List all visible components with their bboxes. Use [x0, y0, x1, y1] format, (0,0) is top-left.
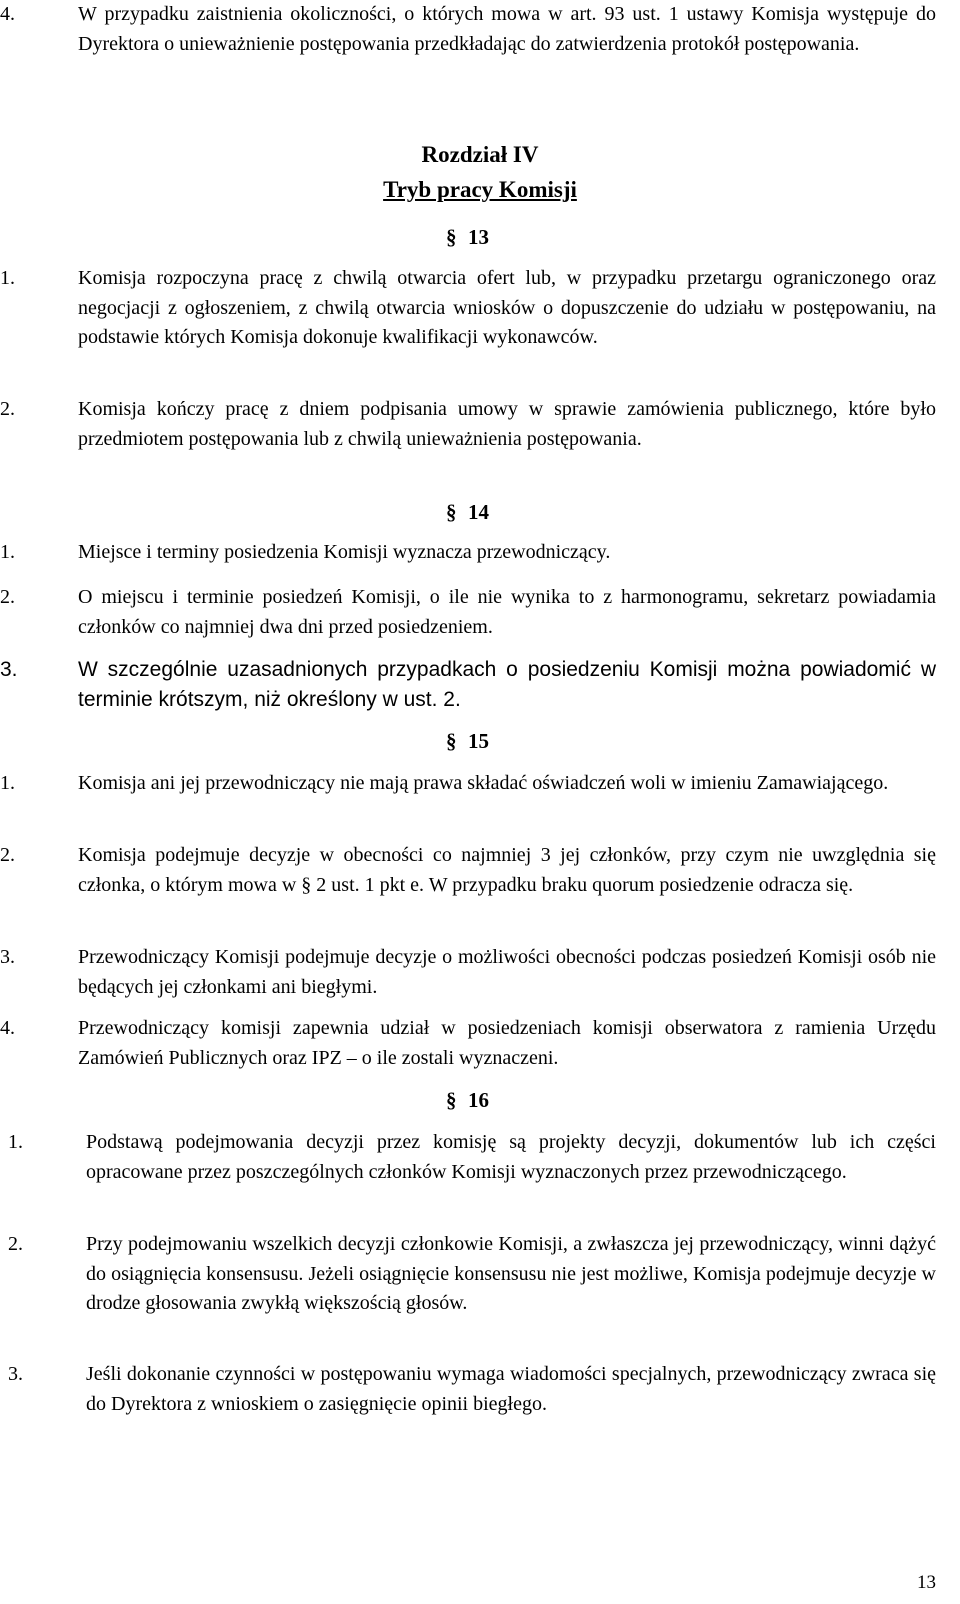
item-text: Przewodniczący Komisji podejmuje decyzje o możliwości obecności podczas posiedzeń Komisji osób nie będących jej członkami ani biegłymi. — [78, 946, 936, 998]
list-item — [0, 583, 936, 642]
list-item — [0, 841, 936, 900]
list-item — [0, 655, 936, 714]
list-item — [0, 538, 936, 568]
item-number: 1. — [8, 1131, 23, 1153]
section-sign: § — [446, 1088, 457, 1112]
item-text: Przy podejmowaniu wszelkich decyzji członkowie Komisji, a zwłaszcza jej przewodniczący, winni dążyć do osiągnięcia konsensusu. Jeżeli osiągnięcie konsensusu nie jest możliwe, Komisja podejmuje decyzje w drodze głosowania zwykłą większością głosów. — [86, 1233, 936, 1314]
item-number: 1. — [0, 267, 15, 289]
item-number: 1. — [0, 772, 15, 794]
item-number: 3. — [8, 1363, 23, 1385]
item-text: Komisja rozpoczyna pracę z chwilą otwarcia ofert lub, w przypadku przetargu ograniczonego oraz negocjacji z ogłoszeniem, z chwilą otwarcia wniosków o dopuszczenie do udziału w postępowaniu, na podstawie których Komisja dokonuje kwalifikacji wykonawców. — [78, 267, 936, 348]
list-item — [0, 1360, 936, 1419]
section-sign: § — [446, 500, 457, 524]
item-text: Miejsce i terminy posiedzenia Komisji wyznacza przewodniczący. — [78, 541, 611, 563]
item-number: 2. — [0, 398, 15, 420]
item-number: 4. — [0, 3, 15, 25]
item-text: Podstawą podejmowania decyzji przez komisję są projekty decyzji, dokumentów lub ich części opracowane przez poszczególnych członków Komisji wyznaczonych przez przewodniczącego. — [86, 1131, 936, 1183]
list-item — [0, 395, 936, 454]
item-text: Komisja kończy pracę z dniem podpisania umowy w sprawie zamówienia publicznego, które było przedmiotem postępowania lub z chwilą unieważnienia postępowania. — [78, 398, 936, 450]
section-number: 16 — [468, 1088, 489, 1112]
item-text: W szczególnie uzasadnionych przypadkach o posiedzeniu Komisji można powiadomić w terminie krótszym, niż określony w ust. 2. — [78, 658, 936, 711]
item-text: Przewodniczący komisji zapewnia udział w posiedzeniach komisji obserwatora z ramienia Urzędu Zamówień Publicznych oraz IPZ – o ile zostali wyznaczeni. — [78, 1017, 936, 1069]
list-item — [0, 769, 936, 799]
item-text: W przypadku zaistnienia okoliczności, o których mowa w art. 93 ust. 1 ustawy Komisja występuje do Dyrektora o unieważnienie postępowania przedkładając do zatwierdzenia protokół postępowania. — [78, 3, 936, 55]
item-number: 3. — [0, 658, 18, 681]
list-item — [0, 1128, 936, 1187]
item-number: 2. — [8, 1233, 23, 1255]
list-item — [0, 264, 936, 353]
section-number: 13 — [468, 225, 489, 249]
item-text: O miejscu i terminie posiedzeń Komisji, o ile nie wynika to z harmonogramu, sekretarz powiadamia członków co najmniej dwa dni przed posiedzeniem. — [78, 586, 936, 638]
item-text: Komisja podejmuje decyzje w obecności co najmniej 3 jej członków, przy czym nie uwzględnia się członka, o którym mowa w § 2 ust. 1 pkt e. W przypadku braku quorum posiedzenie odracza się. — [78, 844, 936, 896]
list-item — [0, 1014, 936, 1073]
chapter-subtitle: Tryb pracy Komisji — [383, 177, 577, 202]
list-item — [0, 943, 936, 1002]
item-text: Jeśli dokonanie czynności w postępowaniu wymaga wiadomości specjalnych, przewodniczący zwraca się do Dyrektora z wnioskiem o zasięgnięcie opinii biegłego. — [86, 1363, 936, 1415]
section-sign: § — [446, 225, 457, 249]
list-item — [0, 1230, 936, 1319]
intro-paragraph — [0, 0, 936, 59]
section-number: 14 — [468, 500, 489, 524]
page-number: 13 — [917, 1572, 936, 1593]
item-number: 4. — [0, 1017, 15, 1039]
item-number: 1. — [0, 541, 15, 563]
item-number: 3. — [0, 946, 15, 968]
item-number: 2. — [0, 586, 15, 608]
section-sign: § — [446, 729, 457, 753]
chapter-title: Rozdział IV — [421, 142, 539, 167]
item-number: 2. — [0, 844, 15, 866]
section-number: 15 — [468, 729, 489, 753]
item-text: Komisja ani jej przewodniczący nie mają prawa składać oświadczeń woli w imieniu Zamawiającego. — [78, 772, 889, 794]
